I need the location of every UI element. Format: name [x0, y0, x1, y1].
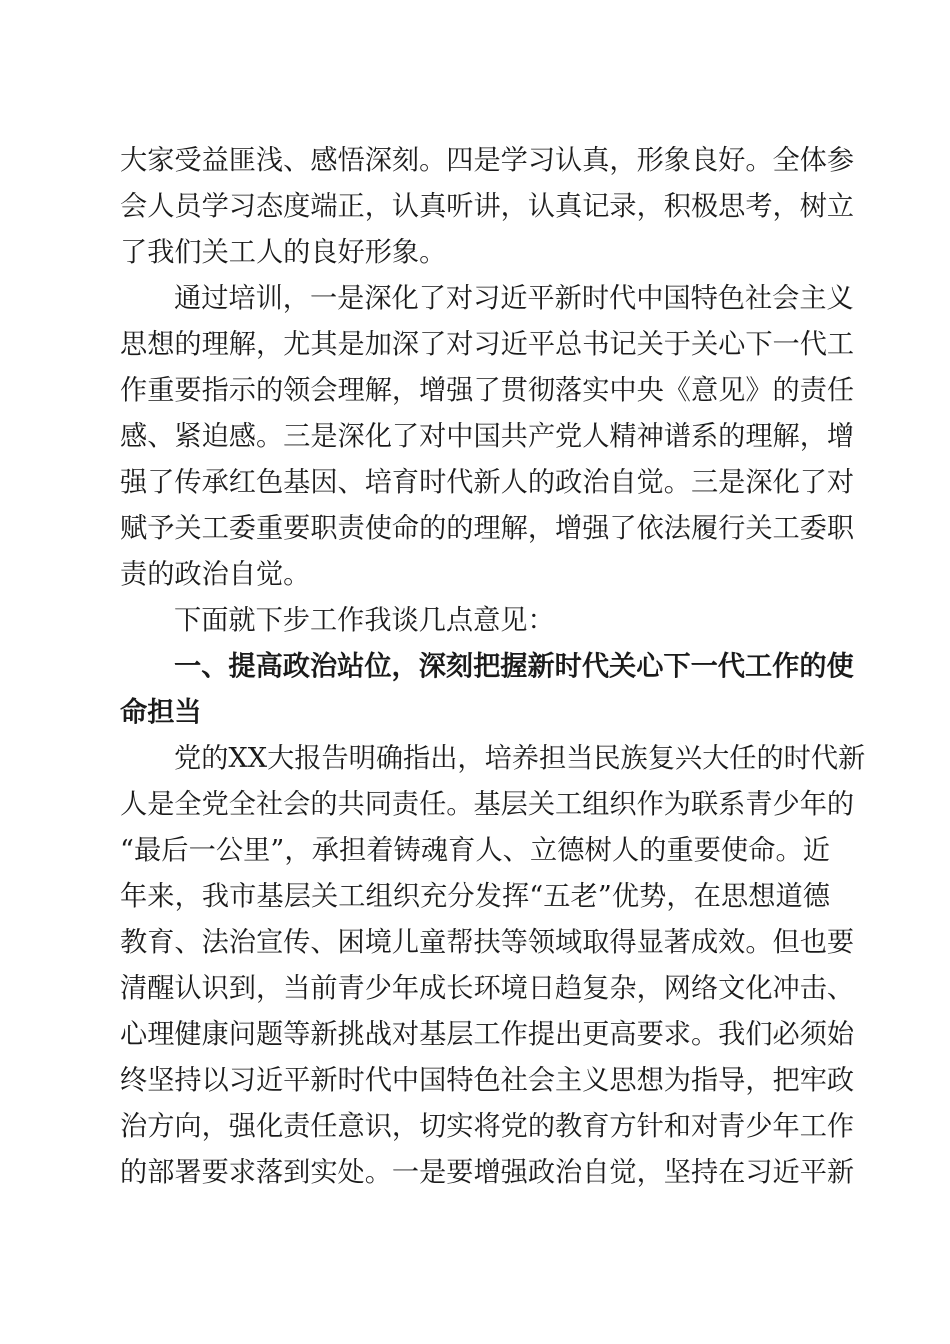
text-line: 清醒认识到，当前青少年成长环境日趋复杂，网络文化冲击、	[120, 973, 855, 1004]
text-line: 终坚持以习近平新时代中国特色社会主义思想为指导，把牢政	[120, 1065, 855, 1096]
section-heading-continued: 命担当	[120, 697, 202, 728]
text-line: 了我们关工人的良好形象。	[120, 237, 447, 268]
text-line: 责的政治自觉。	[120, 559, 311, 590]
text-line: 感、紧迫感。三是深化了对中国共产党人精神谱系的理解，增	[120, 421, 855, 452]
text-line: 心理健康问题等新挑战对基层工作提出更高要求。我们必须始	[120, 1019, 855, 1050]
text-line: 赋予关工委重要职责使命的的理解，增强了依法履行关工委职	[120, 513, 855, 544]
text-line: 的部署要求落到实处。一是要增强政治自觉，坚持在习近平新	[120, 1157, 855, 1188]
text-line: 作重要指示的领会理解，增强了贯彻落实中央《意见》的责任	[120, 375, 855, 406]
text-line: 大家受益匪浅、感悟深刻。四是学习认真，形象良好。全体参	[120, 145, 855, 176]
paragraph-first-line: 党的XX大报告明确指出，培养担当民族复兴大任的时代新	[174, 743, 866, 774]
text-line: 思想的理解，尤其是加深了对习近平总书记关于关心下一代工	[120, 329, 855, 360]
text-line: 治方向，强化责任意识，切实将党的教育方针和对青少年工作	[120, 1111, 855, 1142]
text-line: 教育、法治宣传、困境儿童帮扶等领域取得显著成效。但也要	[120, 927, 855, 958]
section-heading: 一、提高政治站位，深刻把握新时代关心下一代工作的使	[174, 651, 854, 682]
text-line: 年来，我市基层关工组织充分发挥“五老”优势，在思想道德	[120, 881, 830, 912]
text-line: 会人员学习态度端正，认真听讲，认真记录，积极思考，树立	[120, 191, 855, 222]
text-line: “最后一公里”，承担着铸魂育人、立德树人的重要使命。近	[120, 835, 830, 866]
paragraph-first-line: 通过培训，一是深化了对习近平新时代中国特色社会主义	[174, 283, 854, 314]
text-line: 人是全党全社会的共同责任。基层关工组织作为联系青少年的	[120, 789, 855, 820]
text-line: 强了传承红色基因、培育时代新人的政治自觉。三是深化了对	[120, 467, 855, 498]
paragraph-first-line: 下面就下步工作我谈几点意见：	[174, 605, 555, 636]
